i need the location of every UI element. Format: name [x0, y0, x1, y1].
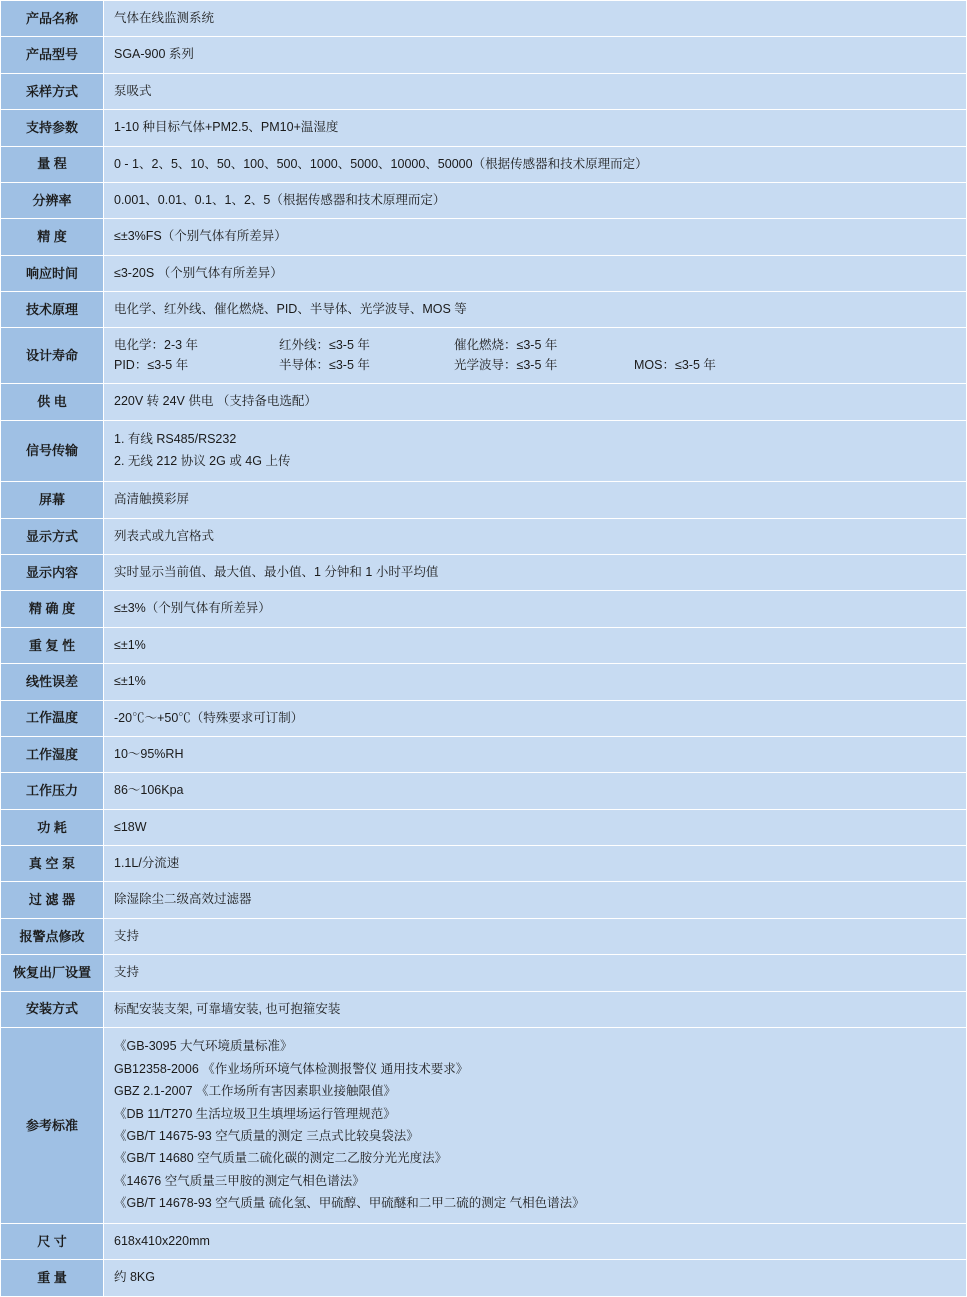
spec-label: 参考标准	[1, 1027, 104, 1223]
table-row	[1, 384, 967, 420]
spec-value: 电化学、红外线、催化燃烧、PID、半导体、光学波导、MOS 等	[104, 292, 967, 328]
spec-value: ≤18W	[104, 809, 967, 845]
spec-value: 标配安装支架, 可靠墙安装, 也可抱箍安装	[104, 991, 967, 1027]
spec-value: ≤±3%（个别气体有所差异）	[104, 591, 967, 627]
spec-label: 技术原理	[1, 292, 104, 328]
table-row	[1, 182, 967, 218]
spec-label: 供 电	[1, 384, 104, 420]
spec-value-line: 《DB 11/T270 生活垃圾卫生填埋场运行管理规范》	[114, 1106, 396, 1121]
table-row	[1, 991, 967, 1027]
spec-label: 精 度	[1, 219, 104, 255]
spec-value: SGA-900 系列	[104, 37, 967, 73]
lifespan-row	[114, 356, 958, 375]
spec-value-line: 《GB/T 14678-93 空气质量 硫化氢、甲硫醇、甲硫醚和二甲二硫的测定 气相色谱法》	[114, 1196, 585, 1210]
table-row	[1, 955, 967, 991]
spec-label: 支持参数	[1, 110, 104, 146]
spec-value-line: 1. 有线 RS485/RS232	[114, 432, 237, 446]
spec-value: 0 - 1、2、5、10、50、100、500、1000、5000、10000、50000（根据传感器和技术原理而定）	[104, 146, 967, 182]
spec-label: 信号传输	[1, 420, 104, 482]
spec-value: 支持	[104, 918, 967, 954]
spec-value-line: GB12358-2006 《作业场所环境气体检测报警仪 通用技术要求》	[114, 1061, 469, 1076]
table-row	[1, 918, 967, 954]
spec-value	[104, 1027, 967, 1223]
table-row	[1, 420, 967, 482]
table-row	[1, 555, 967, 591]
spec-value: 泵吸式	[104, 73, 967, 109]
spec-value: 约 8KG	[104, 1260, 967, 1296]
spec-value: 列表式或九宫格式	[104, 518, 967, 554]
spec-label: 过 滤 器	[1, 882, 104, 918]
spec-label: 显示内容	[1, 555, 104, 591]
spec-value: 10～95%RH	[104, 736, 967, 772]
spec-value: 实时显示当前值、最大值、最小值、1 分钟和 1 小时平均值	[104, 555, 967, 591]
spec-value	[104, 420, 967, 482]
spec-value: ≤3-20S （个别气体有所差异）	[104, 255, 967, 291]
table-row	[1, 292, 967, 328]
spec-label: 响应时间	[1, 255, 104, 291]
spec-label: 恢复出厂设置	[1, 955, 104, 991]
spec-label: 采样方式	[1, 73, 104, 109]
table-row	[1, 73, 967, 109]
spec-value-line: 《GB/T 14675-93 空气质量的测定 三点式比较臭袋法》	[114, 1128, 419, 1143]
spec-value: 220V 转 24V 供电 （支持备电选配）	[104, 384, 967, 420]
spec-label: 线性误差	[1, 664, 104, 700]
lifespan-cell: 红外线：≤3-5 年	[279, 338, 370, 353]
lifespan-cell: 光学波导：≤3-5 年	[454, 357, 558, 372]
spec-label: 工作压力	[1, 773, 104, 809]
spec-label: 工作温度	[1, 700, 104, 736]
spec-label: 重 量	[1, 1260, 104, 1296]
spec-label: 尺 寸	[1, 1223, 104, 1259]
spec-value: 气体在线监测系统	[104, 1, 967, 37]
spec-label: 设计寿命	[1, 328, 104, 384]
table-row	[1, 1260, 967, 1296]
table-row	[1, 809, 967, 845]
table-row	[1, 882, 967, 918]
spec-label: 产品型号	[1, 37, 104, 73]
spec-value-line: 《14676 空气质量三甲胺的测定气相色谱法》	[114, 1173, 365, 1188]
table-row	[1, 219, 967, 255]
spec-table-body	[1, 1, 967, 1297]
spec-label: 工作湿度	[1, 736, 104, 772]
spec-value: 1.1L/分流速	[104, 846, 967, 882]
spec-label: 量 程	[1, 146, 104, 182]
spec-label: 显示方式	[1, 518, 104, 554]
spec-value: 0.001、0.01、0.1、1、2、5（根据传感器和技术原理而定）	[104, 182, 967, 218]
table-row	[1, 846, 967, 882]
table-row	[1, 328, 967, 384]
table-row	[1, 591, 967, 627]
spec-value: 高清触摸彩屏	[104, 482, 967, 518]
table-row	[1, 1027, 967, 1223]
table-row	[1, 518, 967, 554]
spec-value: 除湿除尘二级高效过滤器	[104, 882, 967, 918]
spec-value: ≤±1%	[104, 664, 967, 700]
spec-value: -20℃～+50℃（特殊要求可订制）	[104, 700, 967, 736]
spec-value-line: 2. 无线 212 协议 2G 或 4G 上传	[114, 454, 291, 469]
lifespan-cell: 电化学：2-3 年	[114, 338, 199, 353]
lifespan-cell: PID：≤3-5 年	[114, 357, 189, 372]
table-row	[1, 110, 967, 146]
spec-value-line: GBZ 2.1-2007 《工作场所有害因素职业接触限值》	[114, 1084, 396, 1099]
table-row	[1, 1223, 967, 1259]
spec-value-lines	[114, 1036, 958, 1215]
spec-value: ≤±3%FS（个别气体有所差异）	[104, 219, 967, 255]
table-row	[1, 773, 967, 809]
spec-label: 屏幕	[1, 482, 104, 518]
table-row	[1, 736, 967, 772]
lifespan-cell: 半导体：≤3-5 年	[279, 357, 370, 372]
lifespan-cell: MOS：≤3-5 年	[634, 357, 716, 372]
spec-value	[104, 328, 967, 384]
spec-label: 产品名称	[1, 1, 104, 37]
spec-label: 精 确 度	[1, 591, 104, 627]
table-row	[1, 627, 967, 663]
table-row	[1, 146, 967, 182]
lifespan-cell	[634, 336, 754, 355]
spec-value-line: 《GB/T 14680 空气质量二硫化碳的测定二乙胺分光光度法》	[114, 1151, 448, 1166]
spec-value: ≤±1%	[104, 627, 967, 663]
spec-value: 支持	[104, 955, 967, 991]
spec-label: 真 空 泵	[1, 846, 104, 882]
spec-label: 分辨率	[1, 182, 104, 218]
table-row	[1, 1, 967, 37]
spec-value: 86～106Kpa	[104, 773, 967, 809]
table-row	[1, 255, 967, 291]
spec-label: 安装方式	[1, 991, 104, 1027]
table-row	[1, 482, 967, 518]
spec-value: 1-10 种目标气体+PM2.5、PM10+温湿度	[104, 110, 967, 146]
spec-value: 618x410x220mm	[104, 1223, 967, 1259]
lifespan-row	[114, 336, 958, 355]
table-row	[1, 37, 967, 73]
spec-label: 报警点修改	[1, 918, 104, 954]
table-row	[1, 700, 967, 736]
spec-label: 功 耗	[1, 809, 104, 845]
table-row	[1, 664, 967, 700]
spec-value-line: 《GB-3095 大气环境质量标准》	[114, 1039, 293, 1054]
lifespan-cell: 催化燃烧：≤3-5 年	[454, 338, 558, 353]
spec-value-lines	[114, 429, 958, 474]
spec-label: 重 复 性	[1, 627, 104, 663]
lifespan-grid	[114, 336, 958, 375]
